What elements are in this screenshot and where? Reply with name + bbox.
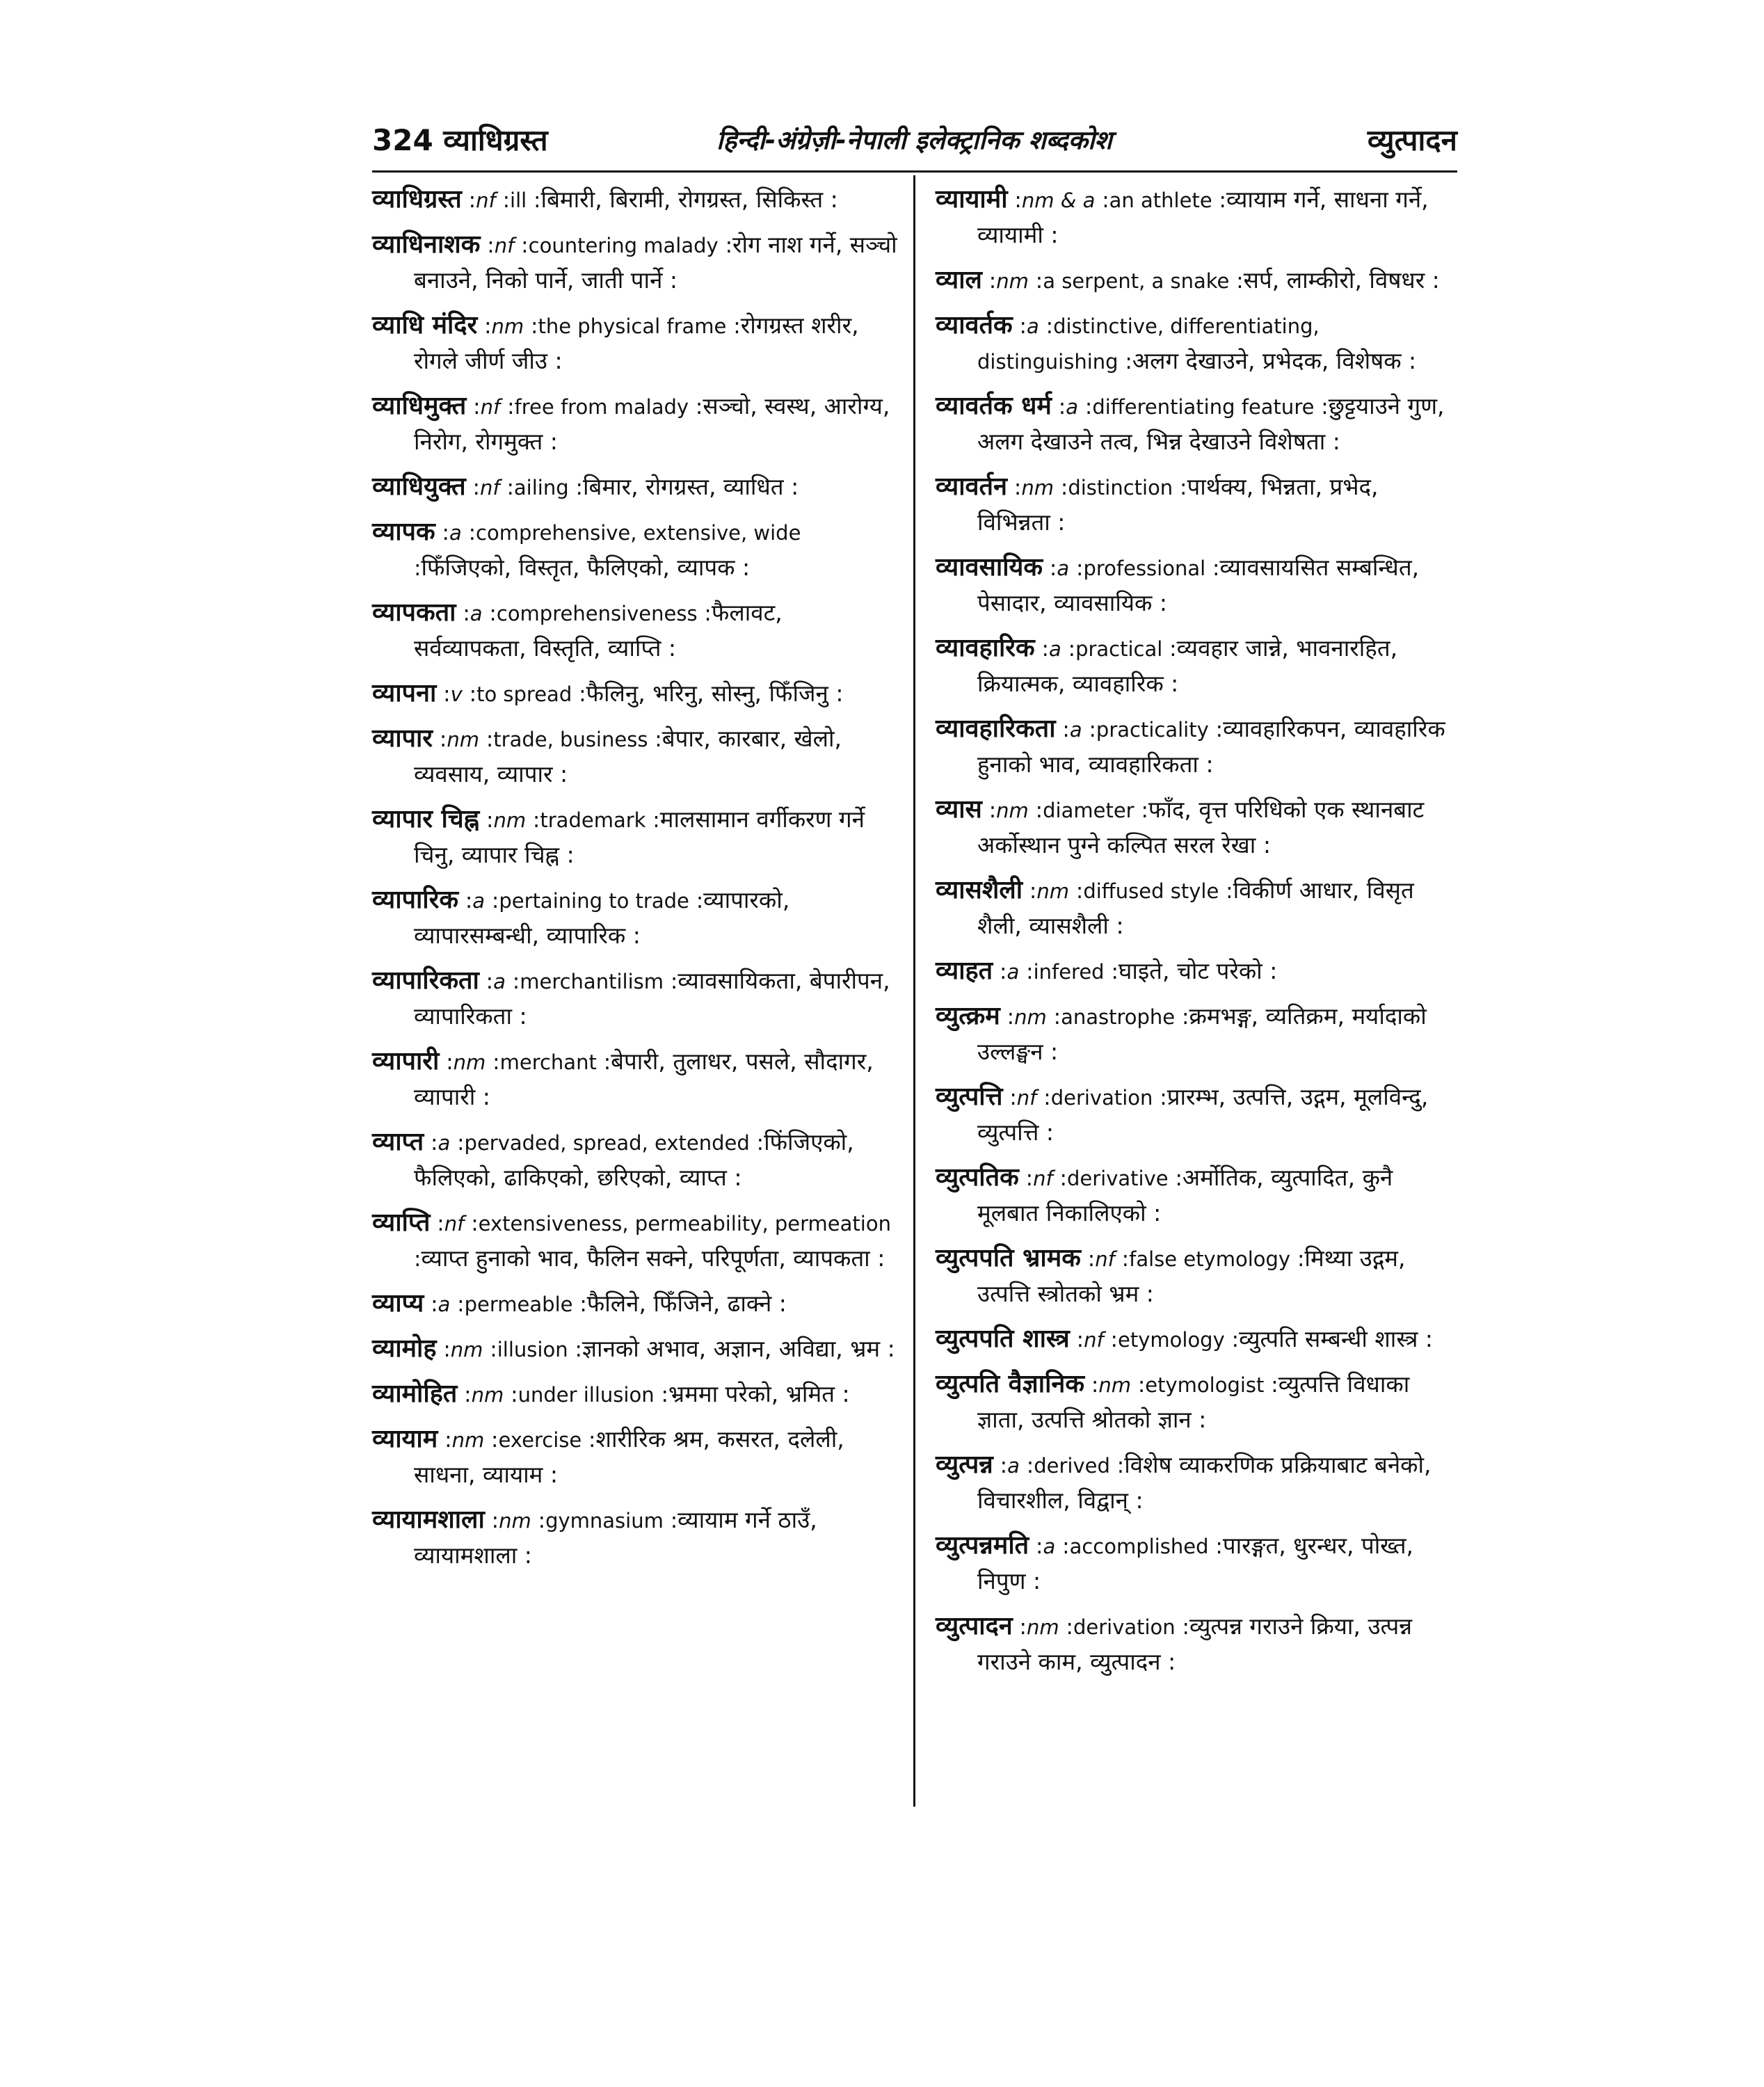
part-of-speech: nf <box>1016 1086 1037 1110</box>
part-of-speech: nm <box>996 269 1029 293</box>
headword: व्याधिनाशक <box>372 230 481 259</box>
running-title: हिन्दी-अंग्रेज़ी-नेपाली इलेक्ट्रानिक शब्दकोश <box>716 125 1112 155</box>
part-of-speech: nm <box>1021 476 1054 499</box>
english-gloss: practical <box>1075 637 1163 661</box>
dictionary-entry: व्यामोहित :nm :under illusion :भ्रममा परेको, भ्रमित : <box>372 1380 850 1408</box>
headword: व्यावहारिकता <box>936 714 1056 743</box>
headword: व्याप्त <box>372 1128 424 1156</box>
part-of-speech: nm <box>1027 1615 1059 1639</box>
part-of-speech: a <box>493 970 506 993</box>
dictionary-entry: व्युत्पत्ति :nf :derivation :प्रारम्भ, उत्पत्ति, उद्गम, मूलविन्दु, व्युत्पत्ति : <box>936 1082 1429 1146</box>
english-gloss: etymologist <box>1145 1373 1265 1397</box>
part-of-speech: a <box>1027 314 1039 338</box>
dictionary-entry: व्यापकता :a :comprehensiveness :फैलावट, सर्वव्यापकता, विस्तृति, व्याप्ति : <box>372 598 783 662</box>
english-gloss: a serpent, a snake <box>1043 269 1230 293</box>
headword: व्यापक <box>372 518 435 546</box>
part-of-speech: nf <box>444 1212 465 1236</box>
headword: व्याधिग्रस्त <box>372 185 462 214</box>
part-of-speech: nf <box>476 189 496 212</box>
dictionary-entry: व्यापार :nm :trade, business :बेपार, कारबार, खेलो, व्यवसाय, व्यापार : <box>372 724 842 787</box>
dictionary-entry: व्युत्पति वैज्ञानिक :nm :etymologist :व्युत्पत्ति विधाका ज्ञाता, उत्पत्ति श्रोतको ज्ञान : <box>936 1370 1410 1433</box>
english-gloss: diameter <box>1043 799 1134 822</box>
header-rule <box>372 170 1457 173</box>
english-gloss: distinction <box>1068 476 1173 499</box>
right-column <box>936 182 1457 1690</box>
nepali-gloss: मालसामान वर्गीकरण गर्ने चिनु, व्यापार चिह्न : <box>414 806 865 868</box>
dictionary-entry: व्युत्पादन :nm :derivation :व्युत्पन्न गराउने क्रिया, उत्पन्न गराउने काम, व्युत्पादन : <box>936 1612 1413 1675</box>
english-gloss: derivation <box>1073 1615 1176 1639</box>
part-of-speech: nm & a <box>1021 189 1096 212</box>
english-gloss: false etymology <box>1129 1247 1291 1271</box>
english-gloss: countering malady <box>528 234 719 257</box>
english-gloss: derivation <box>1050 1086 1153 1110</box>
nepali-gloss: पारङ्गत, धुरन्धर, पोख्त, निपुण : <box>977 1532 1414 1594</box>
dictionary-entry: व्यापारी :nm :merchant :बेपारी, तुलाधर, पसले, सौदागर, व्यापारी : <box>372 1047 874 1110</box>
nepali-gloss: बेपारी, तुलाधर, पसले, सौदागर, व्यापारी : <box>414 1048 874 1110</box>
headword: व्यामोहित <box>372 1380 458 1408</box>
nepali-gloss: विशेष व्याकरणिक प्रक्रियाबाट बनेको, विचारशील, विद्वान् : <box>977 1451 1432 1514</box>
part-of-speech: nm <box>453 1050 486 1074</box>
headword: व्यापार चिह्न <box>372 805 480 833</box>
dictionary-entry: व्युत्पपति भ्रामक :nf :false etymology :मिथ्या उद्गम, उत्पत्ति स्त्रोतको भ्रम : <box>936 1244 1406 1307</box>
dictionary-entry: व्यास :nm :diameter :फाँद, वृत्त परिधिको एक स्थानबाट अर्कोस्थान पुग्ने कल्पित सरल रेखा : <box>936 795 1425 858</box>
part-of-speech: nm <box>1098 1373 1131 1397</box>
english-gloss: merchantilism <box>520 970 664 993</box>
dictionary-entry: व्यावर्तक धर्म :a :differentiating feature :छुट्टयाउने गुण, अलग देखाउने तत्व, भिन्न देखाउने विशेषता : <box>936 392 1445 455</box>
part-of-speech: nm <box>491 314 524 338</box>
nepali-gloss: बेपार, कारबार, खेलो, व्यवसाय, व्यापार : <box>414 725 842 787</box>
headword: व्यापना <box>372 679 437 707</box>
headword: व्युत्पत्ति <box>936 1082 1003 1111</box>
nepali-gloss: भ्रममा परेको, भ्रमित : <box>668 1380 850 1407</box>
part-of-speech: nf <box>1095 1247 1115 1271</box>
part-of-speech: nm <box>996 799 1029 822</box>
part-of-speech: a <box>449 521 462 545</box>
dictionary-entry: व्यायामी :nm & a :an athlete :व्यायाम गर्ने, साधना गर्ने, व्यायामी : <box>936 185 1429 248</box>
nepali-gloss: प्रारम्भ, उत्पत्ति, उद्गम, मूलविन्दु, व्युत्पत्ति : <box>977 1083 1429 1146</box>
nepali-gloss: फैलावट, सर्वव्यापकता, विस्तृति, व्याप्ति : <box>414 599 783 662</box>
nepali-gloss: व्यावहारिकपन, व्यावहारिक हुनाको भाव, व्यावहारिकता : <box>977 715 1445 778</box>
dictionary-entry: व्युत्पन्नमति :a :accomplished :पारङ्गत, धुरन्धर, पोख्त, निपुण : <box>936 1531 1414 1594</box>
nepali-gloss: व्यायाम गर्ने ठाउँ, व्यायामशाला : <box>414 1506 817 1569</box>
headword: व्यावर्तक धर्म <box>936 392 1052 420</box>
part-of-speech: a <box>1066 395 1078 419</box>
english-gloss: anastrophe <box>1061 1005 1176 1029</box>
headword: व्युत्पपति भ्रामक <box>936 1244 1081 1272</box>
nepali-gloss: फैलिनु, भरिनु, सोस्नु, फिँजिनु : <box>586 680 844 707</box>
english-gloss: an athlete <box>1109 189 1212 212</box>
english-gloss: pertaining to trade <box>499 889 689 913</box>
dictionary-entry: व्युत्पन्न :a :derived :विशेष व्याकरणिक प्रक्रियाबाट बनेको, विचारशील, विद्वान् : <box>936 1450 1432 1514</box>
english-gloss: pervaded, spread, extended <box>464 1131 750 1155</box>
dictionary-entry: व्यापना :v :to spread :फैलिनु, भरिनु, सोस्नु, फिँजिनु : <box>372 679 844 707</box>
headword: व्युत्क्रम <box>936 1002 1000 1030</box>
nepali-gloss: फाँद, वृत्त परिधिको एक स्थानबाट अर्कोस्थान पुग्ने कल्पित सरल रेखा : <box>977 796 1425 858</box>
page-number-guideword: 324 व्याधिग्रस्त <box>372 123 548 157</box>
part-of-speech: nm <box>493 808 527 832</box>
part-of-speech: nf <box>480 476 500 499</box>
headword: व्यास <box>936 795 982 824</box>
nepali-gloss: क्रमभङ्ग, व्यतिक्रम, मर्यादाको उल्लङ्घन : <box>977 1002 1427 1065</box>
headword: व्याल <box>936 266 982 294</box>
english-gloss: merchant <box>499 1050 597 1074</box>
english-gloss: to spread <box>476 682 572 706</box>
headword: व्यापार <box>372 724 433 753</box>
nepali-gloss: फिँजिएको, विस्तृत, फैलिएको, व्यापक : <box>421 554 751 581</box>
english-gloss: ill <box>510 189 527 212</box>
dictionary-entry: व्युत्पतिक :nf :derivative :अर्मोतिक, व्युत्पादित, कुनै मूलबात निकालिएको : <box>936 1163 1393 1226</box>
nepali-gloss: विकीर्ण आधार, विसृत शैली, व्यासशैली : <box>977 877 1414 939</box>
headword: व्याधिमुक्त <box>372 392 467 420</box>
nepali-gloss: व्यायाम गर्ने, साधना गर्ने, व्यायामी : <box>977 186 1429 248</box>
dictionary-entry: व्याप्त :a :pervaded, spread, extended :फिंजिएको, फैलिएको, ढाकिएको, छरिएको, व्याप्त : <box>372 1128 854 1191</box>
english-gloss: professional <box>1083 557 1206 580</box>
english-gloss: comprehensiveness <box>496 602 698 625</box>
headword: व्युत्पन्न <box>936 1450 993 1479</box>
nepali-gloss: व्युत्पत्ति विधाका ज्ञाता, उत्पत्ति श्रोतको ज्ञान : <box>977 1370 1410 1433</box>
headword: व्यावर्तन <box>936 472 1008 501</box>
english-gloss: illusion <box>497 1338 568 1361</box>
nepali-gloss: व्युत्पन्न गराउने क्रिया, उत्पन्न गराउने काम, व्युत्पादन : <box>977 1613 1413 1675</box>
dictionary-entry: व्यामोह :nm :illusion :ज्ञानको अभाव, अज्ञान, अविद्या, भ्रम : <box>372 1334 895 1363</box>
english-gloss: trademark <box>540 808 646 832</box>
nepali-gloss: बिमार, रोगग्रस्त, व्याधित : <box>582 473 799 500</box>
dictionary-entry: व्यावहारिक :a :practical :व्यवहार जान्ने, भावनारहित, क्रियात्मक, व्यावहारिक : <box>936 634 1398 697</box>
dictionary-entry: व्युत्पपति शास्त्र :nf :etymology :व्युत्पति सम्बन्धी शास्त्र : <box>936 1325 1434 1353</box>
part-of-speech: a <box>1007 960 1020 984</box>
headword: व्यायाम <box>372 1425 438 1453</box>
dictionary-entry: व्यायामशाला :nm :gymnasium :व्यायाम गर्ने ठाउँ, व्यायामशाला : <box>372 1505 817 1569</box>
part-of-speech: a <box>1057 557 1070 580</box>
nepali-gloss: व्यवहार जान्ने, भावनारहित, क्रियात्मक, व्यावहारिक : <box>977 634 1398 697</box>
nepali-gloss: व्यावसायिकता, बेपारीपन, व्यापारिकता : <box>414 967 890 1030</box>
english-gloss: ailing <box>513 476 569 499</box>
headword: व्यासशैली <box>936 876 1023 904</box>
dictionary-entry: व्याधियुक्त :nf :ailing :बिमार, रोगग्रस्त, व्याधित : <box>372 472 799 501</box>
dictionary-entry: व्यापारिकता :a :merchantilism :व्यावसायिकता, बेपारीपन, व्यापारिकता : <box>372 966 890 1030</box>
dictionary-entry: व्याप्ति :nf :extensiveness, permeability, permeation :व्याप्त हुनाको भाव, फैलिन सक्ने, परिपूर्णता, व्यापकता : <box>372 1208 891 1272</box>
part-of-speech: a <box>1007 1454 1020 1478</box>
part-of-speech: nf <box>494 234 515 257</box>
headword: व्याप्ति <box>372 1208 431 1237</box>
nepali-gloss: व्याप्त हुनाको भाव, फैलिन सक्ने, परिपूर्णता, व्यापकता : <box>421 1245 885 1272</box>
english-gloss: derivative <box>1067 1167 1169 1190</box>
part-of-speech: nf <box>1033 1167 1053 1190</box>
dictionary-entry: व्यावहारिकता :a :practicality :व्यावहारिकपन, व्यावहारिक हुनाको भाव, व्यावहारिकता : <box>936 714 1445 778</box>
headword: व्यायामी <box>936 185 1008 214</box>
nepali-gloss: व्युत्पति सम्बन्धी शास्त्र : <box>1239 1325 1434 1352</box>
nepali-gloss: व्यावसायसित सम्बन्धित, पेसादार, व्यावसायिक : <box>977 554 1420 616</box>
headword: व्यापकता <box>372 598 456 627</box>
english-gloss: differentiating feature <box>1092 395 1315 419</box>
headword: व्यापारिक <box>372 886 458 914</box>
part-of-speech: nm <box>1036 879 1070 903</box>
nepali-gloss: फैलिने, फिँजिने, ढाक्ने : <box>586 1290 787 1317</box>
english-gloss: diffused style <box>1083 879 1219 903</box>
english-gloss: practicality <box>1096 718 1209 742</box>
nepali-gloss: मिथ्या उद्गम, उत्पत्ति स्त्रोतको भ्रम : <box>977 1245 1406 1307</box>
dictionary-entry: व्याहत :a :infered :घाइते, चोट परेको : <box>936 957 1278 985</box>
english-gloss: infered <box>1033 960 1105 984</box>
dictionary-entry: व्यापार चिह्न :nm :trademark :मालसामान वर्गीकरण गर्ने चिनु, व्यापार चिह्न : <box>372 805 865 868</box>
nepali-gloss: सर्प, लाम्कीरो, विषधर : <box>1243 266 1440 294</box>
page-header <box>372 120 1457 167</box>
dictionary-entry: व्याप्य :a :permeable :फैलिने, फिँजिने, ढाक्ने : <box>372 1289 787 1318</box>
last-guideword: व्युत्पादन <box>1367 123 1457 157</box>
left-column <box>372 182 901 1583</box>
nepali-gloss: सञ्चो, स्वस्थ, आरोग्य, निरोग, रोगमुक्त : <box>414 392 890 455</box>
nepali-gloss: घाइते, चोट परेको : <box>1118 957 1278 984</box>
part-of-speech: a <box>470 602 483 625</box>
part-of-speech: nm <box>450 1338 483 1361</box>
dictionary-entry: व्याधिग्रस्त :nf :ill :बिमारी, बिरामी, रोगग्रस्त, सिकिस्त : <box>372 185 838 214</box>
part-of-speech: nm <box>471 1383 504 1407</box>
part-of-speech: v <box>450 682 463 706</box>
dictionary-entry: व्यावसायिक :a :professional :व्यावसायसित सम्बन्धित, पेसादार, व्यावसायिक : <box>936 553 1420 616</box>
part-of-speech: a <box>1048 637 1061 661</box>
english-gloss: free from malady <box>514 395 689 419</box>
part-of-speech: nm <box>451 1428 485 1452</box>
column-divider <box>913 175 915 1807</box>
nepali-gloss: अर्मोतिक, व्युत्पादित, कुनै मूलबात निकालिएको : <box>977 1164 1393 1226</box>
dictionary-entry: व्याधि मंदिर :nm :the physical frame :रोगग्रस्त शरीर, रोगले जीर्ण जीउ : <box>372 311 859 374</box>
dictionary-entry: व्यासशैली :nm :diffused style :विकीर्ण आधार, विसृत शैली, व्यासशैली : <box>936 876 1414 939</box>
part-of-speech: nm <box>1014 1005 1047 1029</box>
english-gloss: gymnasium <box>545 1509 664 1533</box>
dictionary-entry: व्याधिनाशक :nf :countering malady :रोग नाश गर्ने, सञ्चो बनाउने, निको पार्ने, जाती पार्ने : <box>372 230 897 294</box>
headword: व्यापारी <box>372 1047 440 1076</box>
nepali-gloss: बिमारी, बिरामी, रोगग्रस्त, सिकिस्त : <box>540 186 838 213</box>
headword: व्याप्य <box>372 1289 424 1318</box>
english-gloss: etymology <box>1118 1328 1225 1352</box>
headword: व्यावर्तक <box>936 311 1013 339</box>
dictionary-entry: व्याधिमुक्त :nf :free from malady :सञ्चो, स्वस्थ, आरोग्य, निरोग, रोगमुक्त : <box>372 392 890 455</box>
part-of-speech: a <box>438 1293 451 1316</box>
part-of-speech: a <box>472 889 486 913</box>
headword: व्युत्पति वैज्ञानिक <box>936 1370 1085 1398</box>
headword: व्यावहारिक <box>936 634 1035 662</box>
nepali-gloss: शारीरिक श्रम, कसरत, दलेली, साधना, व्यायाम : <box>414 1425 844 1488</box>
nepali-gloss: व्यापारको, व्यापारसम्बन्धी, व्यापारिक : <box>414 886 790 949</box>
headword: व्युत्पतिक <box>936 1163 1019 1192</box>
english-gloss: comprehensive, extensive, wide <box>476 521 801 545</box>
nepali-gloss: पार्थक्य, भिन्नता, प्रभेद, विभिन्नता : <box>977 473 1379 536</box>
part-of-speech: nf <box>480 395 501 419</box>
headword: व्याधि मंदिर <box>372 311 478 339</box>
headword: व्यावसायिक <box>936 553 1043 582</box>
headword: व्युत्पन्नमति <box>936 1531 1029 1560</box>
headword: व्याहत <box>936 957 993 985</box>
dictionary-entry: व्युत्क्रम :nm :anastrophe :क्रमभङ्ग, व्यतिक्रम, मर्यादाको उल्लङ्घन : <box>936 1002 1427 1065</box>
english-gloss: extensiveness, permeability, permeation <box>478 1212 891 1236</box>
dictionary-entry: व्यावर्तक :a :distinctive, differentiating, distinguishing :अलग देखाउने, प्रभेदक, विशेषक : <box>936 311 1417 374</box>
english-gloss: under illusion <box>518 1383 655 1407</box>
dictionary-entry: व्यापारिक :a :pertaining to trade :व्यापारको, व्यापारसम्बन्धी, व्यापारिक : <box>372 886 790 949</box>
part-of-speech: a <box>1069 718 1082 742</box>
part-of-speech: a <box>438 1131 451 1155</box>
part-of-speech: nm <box>447 728 479 751</box>
dictionary-entry: व्यावर्तन :nm :distinction :पार्थक्य, भिन्नता, प्रभेद, विभिन्नता : <box>936 472 1379 536</box>
headword: व्यामोह <box>372 1334 437 1363</box>
english-gloss: exercise <box>498 1428 582 1452</box>
part-of-speech: nm <box>499 1509 531 1533</box>
nepali-gloss: अलग देखाउने, प्रभेदक, विशेषक : <box>1132 347 1417 374</box>
dictionary-entry: व्यापक :a :comprehensive, extensive, wide :फिँजिएको, विस्तृत, फैलिएको, व्यापक : <box>372 518 801 581</box>
nepali-gloss: छुट्टयाउने गुण, अलग देखाउने तत्व, भिन्न देखाउने विशेषता : <box>977 392 1445 455</box>
nepali-gloss: रोगग्रस्त शरीर, रोगले जीर्ण जीउ : <box>414 312 859 374</box>
part-of-speech: a <box>1043 1535 1056 1558</box>
dictionary-entry: व्याल :nm :a serpent, a snake :सर्प, लाम्कीरो, विषधर : <box>936 266 1440 294</box>
headword: व्यायामशाला <box>372 1505 485 1534</box>
dictionary-entry: व्यायाम :nm :exercise :शारीरिक श्रम, कसरत, दलेली, साधना, व्यायाम : <box>372 1425 844 1488</box>
headword: व्युत्पपति शास्त्र <box>936 1325 1070 1353</box>
english-gloss: accomplished <box>1069 1535 1209 1558</box>
headword: व्यापारिकता <box>372 966 479 995</box>
part-of-speech: nf <box>1084 1328 1104 1352</box>
headword: व्युत्पादन <box>936 1612 1013 1640</box>
nepali-gloss: रोग नाश गर्ने, सञ्चो बनाउने, निको पार्ने, जाती पार्ने : <box>414 231 897 294</box>
english-gloss: derived <box>1034 1454 1110 1478</box>
english-gloss: trade, business <box>493 728 648 751</box>
english-gloss: the physical frame <box>538 314 727 338</box>
nepali-gloss: फिंजिएको, फैलिएको, ढाकिएको, छरिएको, व्याप्त : <box>414 1128 854 1191</box>
english-gloss: distinctive, differentiating, distinguishing <box>977 314 1320 374</box>
english-gloss: permeable <box>464 1293 573 1316</box>
headword: व्याधियुक्त <box>372 472 466 501</box>
nepali-gloss: ज्ञानको अभाव, अज्ञान, अविद्या, भ्रम : <box>582 1335 895 1362</box>
